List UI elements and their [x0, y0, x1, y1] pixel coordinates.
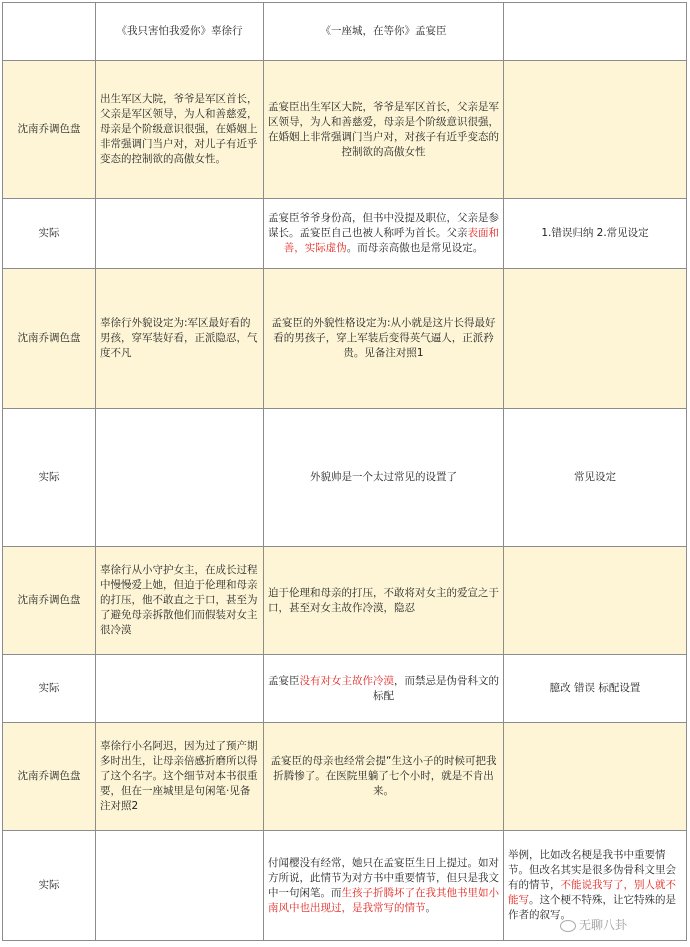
- row-label: 沈南乔调色盘: [3, 61, 96, 199]
- header-book1: 《我只害怕我爱你》辜徐行: [96, 3, 264, 61]
- remark-cell: 1.错误归纳 2.常见设定: [504, 199, 687, 269]
- remark-cell: 臆改 错误 标配设置: [504, 655, 687, 723]
- row-label: 实际: [3, 655, 96, 723]
- remark-cell: [504, 723, 687, 831]
- row-label: 实际: [3, 409, 96, 547]
- table-header-row: [3, 3, 687, 61]
- book2-cell: 孟宴臣的外貌性格设定为:从小就是这片长得最好看的男孩子，穿上军装后变得英气逼人，正派矜贵。见备注对照1: [264, 269, 504, 409]
- book2-cell: [264, 655, 504, 723]
- watermark-text: 无聊八卦: [579, 918, 628, 932]
- text-normal: ，而禁忌是伪骨科文的标配: [373, 674, 499, 702]
- table-row: [3, 409, 687, 547]
- book1-cell: [96, 409, 264, 547]
- text-normal: 付闻樱没有经常，她只在孟宴臣生日上提过。如对方所说，此情节为对方书中重要情节，但只是我文中一句闲笔。而: [268, 856, 499, 899]
- book2-cell: 孟宴臣出生军区大院，爷爷是军区首长，父亲是军区领导，为人和善慈爱，母亲是个阶级意识很强，在婚姻上非常强调门当户对，对孩子有近乎变态的控制欲的高傲女性: [264, 61, 504, 199]
- wechat-logo-icon: [560, 920, 576, 932]
- book1-cell: 辜徐行小名阿迟，因为过了预产期多时出生，让母亲倍感折磨所以得了这个名字。这个细节对本书很重要，但在一座城里是句闲笔·见备注对照2: [96, 723, 264, 831]
- remark-cell: 常见设定: [504, 409, 687, 547]
- remark-cell: [504, 61, 687, 199]
- book1-cell: [96, 199, 264, 269]
- text-normal: 孟宴臣爷爷身份高，但书中没提及职位，父亲是参谋长。孟宴臣自己也被人称呼为首长。父亲: [268, 212, 499, 239]
- row-label: 沈南乔调色盘: [3, 269, 96, 409]
- header-empty-cell: [3, 3, 96, 61]
- book2-cell: 迫于伦理和母亲的打压，不敢将对女主的爱宣之于口，甚至对女主故作冷漠，隐忍: [264, 547, 504, 655]
- table-row: [3, 723, 687, 831]
- text-normal: 。这个梗不特殊，让它特殊的是作者的叙写。: [508, 894, 676, 921]
- book1-cell: [96, 831, 264, 941]
- watermark: [560, 916, 627, 933]
- table-row: [3, 199, 687, 269]
- comparison-table: [2, 2, 687, 941]
- text-highlight-red: 没有对女主故作冷漠: [299, 674, 394, 687]
- book2-cell: 外貌帅是一个太过常见的设置了: [264, 409, 504, 547]
- header-book2: 《一座城，在等你》孟宴臣: [264, 3, 504, 61]
- book2-cell: [264, 831, 504, 941]
- table-row: [3, 269, 687, 409]
- text-highlight-red: 不能说我写了，别人就不能写: [508, 879, 676, 906]
- book2-cell: [264, 199, 504, 269]
- book1-cell: 出生军区大院，爷爷是军区首长，父亲是军区领导，为人和善慈爱，母亲是个阶级意识很强，在婚姻上非常强调门当户对，对儿子有近乎变态的控制欲的高傲女性。: [96, 61, 264, 199]
- table-row: [3, 61, 687, 199]
- remark-cell: [504, 269, 687, 409]
- book1-cell: [96, 655, 264, 723]
- book1-cell: 辜徐行外貌设定为:军区最好看的男孩，穿军装好看，正派隐忍，气度不凡: [96, 269, 264, 409]
- book1-cell: 辜徐行从小守护女主，在成长过程中慢慢爱上她，但迫于伦理和母亲的打压，他不敢直之于口，甚至为了避免母亲拆散他们而假装对女主很冷漠: [96, 547, 264, 655]
- table-row: [3, 547, 687, 655]
- book2-cell: 孟宴臣的母亲也经常会提“生这小子的时候可把我折腾惨了。在医院里躺了七个小时，就是不肯出来。: [264, 723, 504, 831]
- row-label: 沈南乔调色盘: [3, 547, 96, 655]
- text-normal: 。: [425, 901, 436, 914]
- text-highlight-red: 表面和善，实际虚伪: [283, 227, 499, 254]
- remark-cell: [504, 547, 687, 655]
- row-label: 实际: [3, 199, 96, 269]
- text-highlight-red: 生孩子折腾坏了在我其他书里如小南风中也出现过，是我常写的情节: [268, 886, 499, 914]
- text-normal: 。而母亲高傲也是常见设定。: [346, 242, 484, 254]
- row-label: 实际: [3, 831, 96, 941]
- text-normal: 孟宴臣: [268, 674, 300, 687]
- text-normal: 举例，比如改名梗是我书中重要情节。但改名其实是很多伪骨科文里会有的情节，: [508, 849, 676, 891]
- header-remarks: [504, 3, 687, 61]
- row-label: 沈南乔调色盘: [3, 723, 96, 831]
- table-row: [3, 655, 687, 723]
